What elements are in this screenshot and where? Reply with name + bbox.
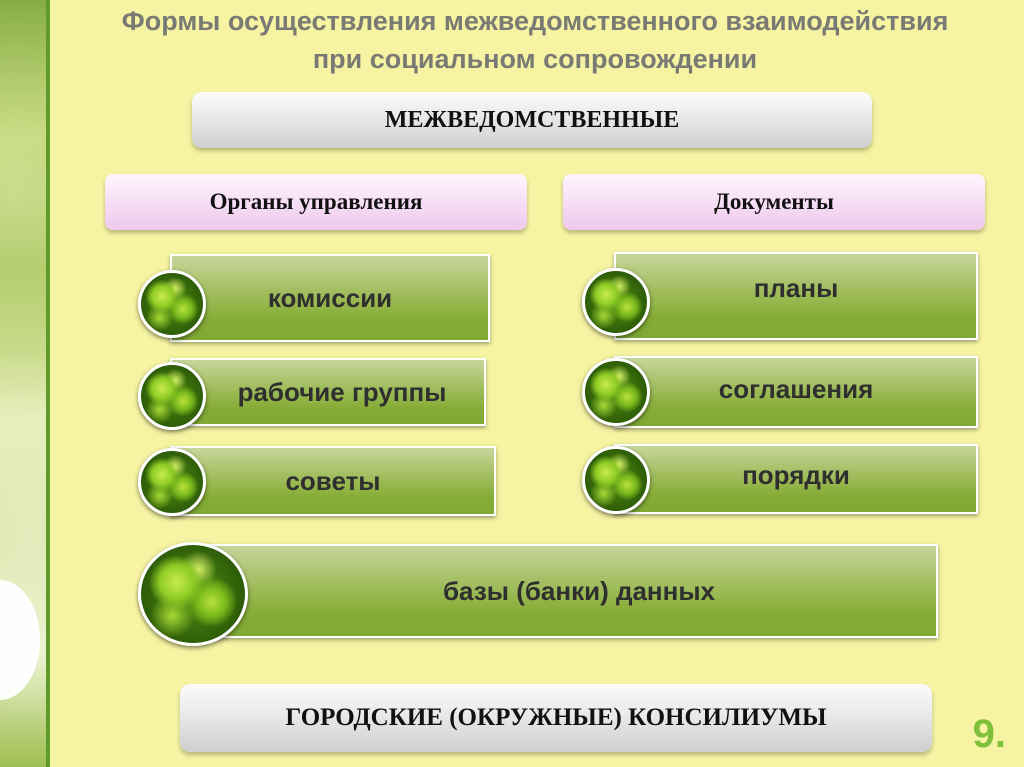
list-item-agreements — [614, 356, 978, 428]
leaf-icon — [138, 448, 206, 516]
city-councils-box — [180, 684, 932, 752]
leaf-icon — [138, 362, 206, 430]
list-item-commissions — [170, 254, 490, 342]
list-item-label: советы — [285, 465, 381, 496]
governing-bodies-header — [105, 174, 527, 230]
list-item-label: соглашения — [718, 373, 874, 404]
list-item-councils — [170, 446, 496, 516]
list-item-label: рабочие группы — [237, 376, 447, 407]
slide-title-line-2: при социальном сопровождении — [312, 44, 758, 74]
documents-label: Документы — [714, 189, 834, 214]
interdepartmental-box — [192, 92, 872, 148]
list-item-procedures — [614, 444, 978, 514]
list-item-label: комиссии — [267, 282, 393, 313]
leaf-icon — [138, 270, 206, 338]
list-item-label: порядки — [742, 459, 850, 490]
page-number: 9. — [972, 712, 1006, 756]
list-item-plans — [614, 252, 978, 340]
documents-header — [563, 174, 985, 230]
slide-title-line-1: Формы осуществления межведомственного взаимодействия — [121, 6, 949, 36]
governing-bodies-label: Органы управления — [209, 189, 423, 214]
list-item-databases — [200, 544, 938, 638]
leaf-icon — [582, 446, 650, 514]
leaf-icon — [582, 268, 650, 336]
interdepartmental-label: МЕЖВЕДОМСТВЕННЫЕ — [384, 106, 680, 133]
leaf-icon — [582, 358, 650, 426]
leaf-icon — [138, 542, 248, 646]
decorative-green-line — [46, 0, 50, 767]
slide-title — [60, 2, 1010, 78]
city-councils-label: ГОРОДСКИЕ (ОКРУЖНЫЕ) КОНСИЛИУМЫ — [285, 704, 827, 731]
list-item-label: базы (банки) данных — [443, 575, 715, 606]
list-item-working-groups — [170, 358, 486, 426]
list-item-label: планы — [753, 272, 839, 303]
